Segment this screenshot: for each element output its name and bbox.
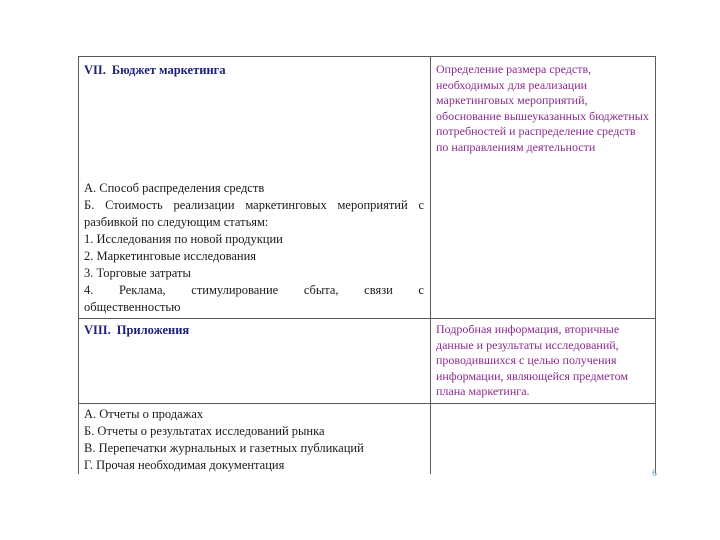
item-word: стимулирование — [191, 283, 279, 297]
table-column-divider — [430, 56, 431, 474]
item-word: сбыта, — [303, 283, 339, 297]
table-row-divider-2 — [78, 403, 656, 404]
page-number: 6 — [652, 468, 658, 478]
list-item: 2. Маркетинговые исследования — [84, 249, 257, 263]
list-item: 1. Исследования по новой продукции — [84, 232, 283, 246]
table-top-border — [78, 56, 656, 57]
section-number: VII. — [84, 63, 106, 77]
list-item: Г. Прочая необходимая документация — [84, 458, 285, 472]
section-vii-description: Определение размера средств, необходимых для реализации маркетинговых мероприятий, обоснование вышеуказанных бюджетных потребностей и распределение средств по направлениям деятельности — [436, 62, 649, 154]
list-item-continuation: общественностью — [84, 300, 181, 314]
section-number: VIII. — [84, 323, 111, 337]
list-item: А. Способ распределения средств — [84, 181, 265, 195]
section-vii-heading — [84, 62, 424, 79]
list-item — [84, 282, 424, 299]
list-item: В. Перепечатки журнальных и газетных публикаций — [84, 441, 364, 455]
list-item: 3. Торговые затраты — [84, 266, 191, 280]
item-word: 4. — [84, 283, 94, 297]
section-viii-description: Подробная информация, вторичные данные и результаты исследований, проводившихся с целью получения информации, являющейся предметом плана маркетинга. — [436, 322, 628, 399]
section-viii-heading — [84, 322, 424, 339]
list-item: Б. Стоимость реализации маркетинговых мероприятий с разбивкой по следующим статьям: — [84, 198, 424, 229]
table-row-divider — [78, 318, 656, 319]
section-vii-items — [84, 180, 424, 316]
item-word: Реклама, — [118, 283, 166, 297]
table-right-border — [655, 56, 656, 474]
section-viii-items — [84, 406, 424, 474]
content-table — [78, 56, 656, 474]
table-left-border — [78, 56, 79, 474]
section-title: Приложения — [116, 323, 190, 337]
item-word: связи — [364, 283, 393, 297]
list-item: Б. Отчеты о результатах исследований рынка — [84, 424, 325, 438]
item-word: с — [418, 283, 424, 297]
section-title: Бюджет маркетинга — [111, 63, 226, 77]
list-item: А. Отчеты о продажах — [84, 407, 204, 421]
